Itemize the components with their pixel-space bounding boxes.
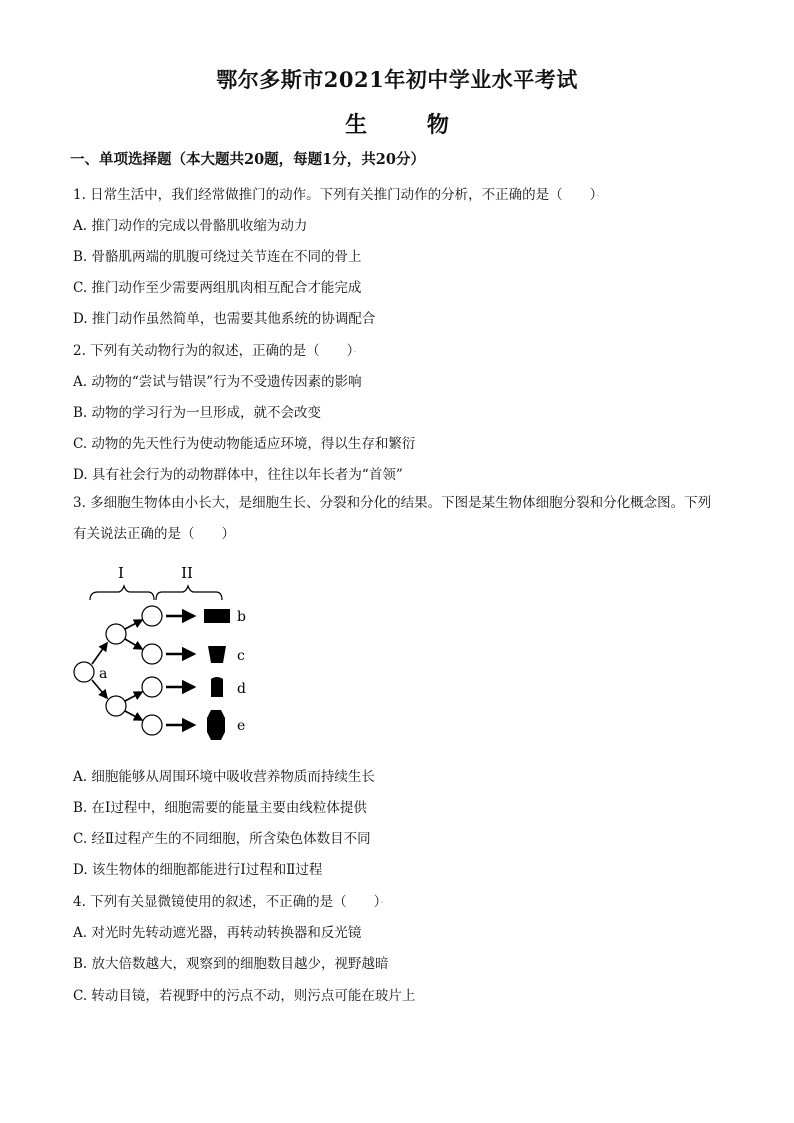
cell-circle <box>142 644 162 664</box>
option-item: B. 在Ⅰ过程中，细胞需要的能量主要由线粒体提供 <box>73 800 367 816</box>
option-item: C. 动物的先天性行为使动物能适应环境，得以生存和繁衍 <box>73 436 416 452</box>
page-title: 鄂尔多斯市2021年初中学业水平考试 <box>216 67 578 92</box>
label-II: II <box>181 564 193 582</box>
label-d: d <box>237 681 246 697</box>
option-item: A. 细胞能够从周围环境中吸收营养物质而持续生长 <box>73 769 375 785</box>
cell-shape-c <box>208 646 226 663</box>
subject-title: 生 物 <box>345 112 475 138</box>
cell-shape-b <box>204 609 230 623</box>
question-stem: 3. 多细胞生物体由小长大，是细胞生长、分裂和分化的结果。下图是某生物体细胞分裂和分化概念图。下列有关说法正确的是（ ） <box>73 495 712 542</box>
option-item: D. 该生物体的细胞都能进行Ⅰ过程和Ⅱ过程 <box>73 862 323 878</box>
question-stem: 4. 下列有关显微镜使用的叙述，不正确的是（ ）· <box>73 894 384 910</box>
bracket-I <box>90 586 154 600</box>
option-item: B. 动物的学习行为一旦形成，就不会改变 <box>73 405 322 421</box>
option-item: A. 推门动作的完成以骨骼肌收缩为动力 <box>73 218 308 234</box>
division-arrow <box>125 639 142 649</box>
cell-shape-e <box>207 710 225 740</box>
division-arrow <box>125 711 142 720</box>
division-arrow <box>125 692 142 701</box>
label-c: c <box>237 648 245 664</box>
bracket-II <box>156 586 222 600</box>
cell-shape-d <box>211 677 223 697</box>
division-arrow <box>92 680 107 698</box>
cell-circle <box>106 624 126 644</box>
option-item: B. 骨骼肌两端的肌腹可绕过关节连在不同的骨上 <box>73 249 362 265</box>
option-item: A. 动物的“尝试与错误”行为不受遗传因素的影响 <box>73 374 362 390</box>
label-a: a <box>99 666 108 682</box>
option-item: A. 对光时先转动遮光器，再转动转换器和反光镜 <box>73 925 362 941</box>
cell-circle <box>106 696 126 716</box>
cell-circle <box>142 715 162 735</box>
option-item: B. 放大倍数越大，观察到的细胞数目越少，视野越暗 <box>73 956 389 972</box>
cell-circle <box>142 677 162 697</box>
option-item: C. 经Ⅱ过程产生的不同细胞，所含染色体数目不同 <box>73 831 371 847</box>
section-heading: 一、单项选择题（本大题共20题，每题1分，共20分） <box>70 151 425 168</box>
label-e: e <box>237 718 246 734</box>
division-arrow <box>125 620 142 629</box>
cell-division-diagram <box>66 560 266 745</box>
label-I: I <box>118 564 124 582</box>
option-item: D. 推门动作虽然简单，也需要其他系统的协调配合 <box>73 311 376 327</box>
question-stem: 2. 下列有关动物行为的叙述，正确的是（ ）· <box>73 343 357 359</box>
cell-circle <box>142 606 162 626</box>
division-arrow <box>92 643 107 664</box>
option-item: C. 转动目镜，若视野中的污点不动，则污点可能在玻片上 <box>73 988 416 1004</box>
question-stem: 1. 日常生活中，我们经常做推门的动作。下列有关推门动作的分析，不正确的是（ ）· <box>73 187 600 203</box>
option-item: C. 推门动作至少需要两组肌肉相互配合才能完成 <box>73 280 362 296</box>
label-b: b <box>237 609 246 625</box>
cell-circle <box>74 662 94 682</box>
option-item: D. 具有社会行为的动物群体中，往往以年长者为“首领” <box>73 467 403 483</box>
